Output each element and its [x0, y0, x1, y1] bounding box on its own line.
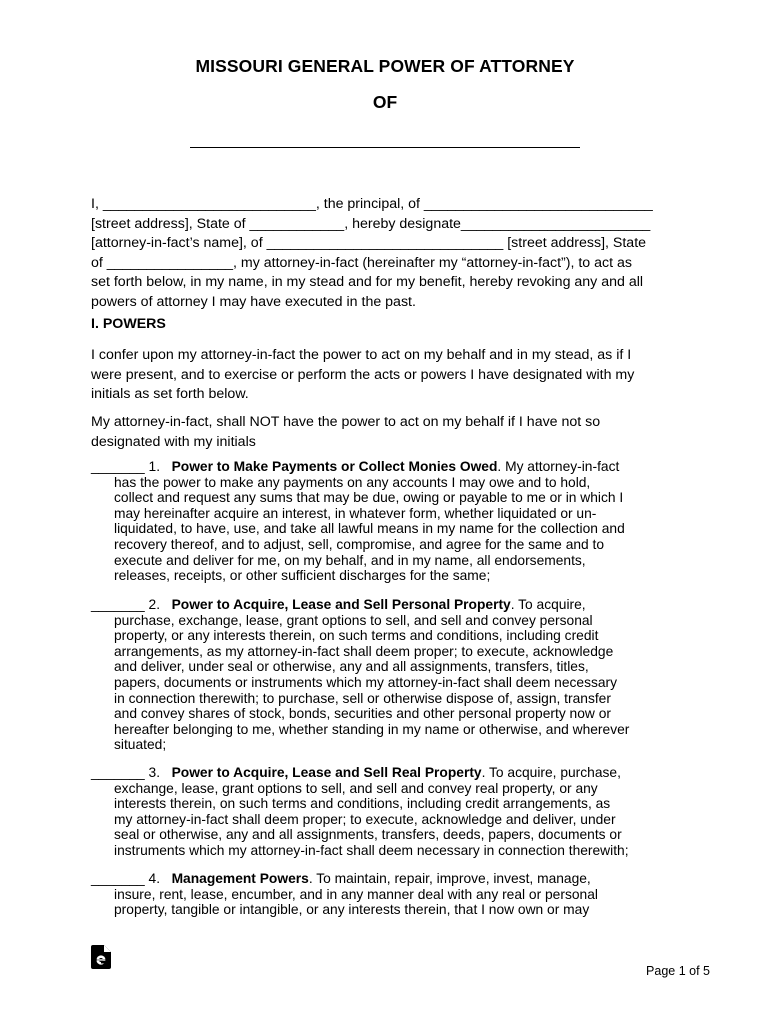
power-item-line: property, tangible or intangible, or any interests therein, that I now own or may [114, 902, 590, 918]
power-item-heading: Power to Acquire, Lease and Sell Real Property [171, 765, 482, 780]
power-item-first-line: _______ 3. Power to Acquire, Lease and Sell Real Property. To acquire, purchase, [91, 765, 621, 780]
power-item-heading: Power to Make Payments or Collect Monies Owed [171, 459, 498, 474]
eforms-logo-icon [91, 945, 111, 969]
paragraph-line: designated with my initials [91, 433, 256, 450]
power-item-line: in connection therewith; to purchase, sell or otherwise dispose of, assign, transfer [114, 690, 611, 706]
initials-blank[interactable]: _______ 4. [91, 871, 161, 886]
powers-paragraph-1 [91, 346, 691, 405]
power-item-line: exchange, lease, grant options to sell, and sell and convey real property, or any [114, 780, 598, 796]
initials-blank[interactable]: _______ 3. [91, 765, 161, 780]
power-item-line: instruments which my attorney-in-fact shall deem necessary in connection therewith; [114, 842, 629, 858]
power-item-3 [91, 765, 691, 859]
intro-line: of ________________, my attorney-in-fact (hereinafter my “attorney-in-fact”), to act as [91, 254, 632, 271]
power-item-line: releases, receipts, or other sufficient discharges for the same; [114, 568, 491, 584]
paragraph-line: initials as set forth below. [91, 386, 249, 403]
intro-line: [attorney-in-fact’s name], of ______________________________ [street address], State [91, 235, 647, 252]
paragraph-line: My attorney-in-fact, shall NOT have the power to act on my behalf if I have not so [91, 414, 601, 430]
power-item-first-line: _______ 1. Power to Make Payments or Collect Monies Owed. My attorney-in-fact [91, 459, 620, 474]
intro-paragraph [91, 195, 691, 313]
power-item-2 [91, 597, 691, 753]
document-subtitle: OF [372, 92, 398, 112]
document-title: MISSOURI GENERAL POWER OF ATTORNEY [195, 56, 575, 76]
principal-name-blank[interactable] [190, 147, 580, 148]
section-heading-powers: I. POWERS [91, 316, 166, 332]
power-item-heading: Management Powers [171, 871, 309, 886]
power-item-line: has the power to make any payments on any accounts I may owe and to hold, [114, 474, 591, 490]
power-item-line: collect and request any sums that may be due, owing or payable to me or in which I [114, 490, 624, 506]
power-item-first-line: _______ 2. Power to Acquire, Lease and Sell Personal Property. To acquire, [91, 597, 586, 612]
intro-line: [street address], State of ____________, hereby designate________________________ [91, 215, 651, 232]
power-item-line: may hereinafter acquire an interest, in whatever form, whether liquidated or un- [114, 505, 597, 521]
power-item-line: seal or otherwise, any and all assignments, transfers, deeds, papers, documents or [114, 827, 622, 843]
power-item-line: my attorney-in-fact shall deem proper; to execute, acknowledge and deliver, under [114, 811, 616, 827]
power-item-line: and convey shares of stock, bonds, securities and other personal property now or [114, 706, 611, 722]
power-item-line: hereafter belonging to me, whether standing in my name or otherwise, and wherever [114, 721, 630, 737]
power-item-1 [91, 459, 691, 584]
intro-line: I, ___________________________, the principal, of _____________________________ [91, 196, 653, 212]
intro-line: powers of attorney I may have executed in the past. [91, 293, 416, 310]
power-item-line: arrangements, as my attorney-in-fact shall deem proper; to execute, acknowledge [114, 643, 614, 659]
power-item-first-line: _______ 4. Management Powers. To maintain, repair, improve, invest, manage, [91, 871, 591, 886]
intro-line: set forth below, in my name, in my stead and for my benefit, hereby revoking any and all [91, 274, 644, 291]
power-item-line: papers, documents or instruments which my attorney-in-fact shall deem necessary [114, 674, 618, 690]
power-item-line: recovery thereof, and to adjust, sell, compromise, and agree for the same and to [114, 536, 605, 552]
power-item-line: liquidated, to have, use, and take all lawful means in my name for the collection and [114, 521, 625, 537]
power-item-line: purchase, exchange, lease, grant options to sell, and sell and convey personal [114, 612, 593, 628]
paragraph-line: were present, and to exercise or perform the acts or powers I have designated with my [91, 366, 635, 383]
initials-blank[interactable]: _______ 2. [91, 597, 161, 612]
power-item-line: situated; [114, 737, 167, 753]
paragraph-line: I confer upon my attorney-in-fact the power to act on my behalf and in my stead, as if I [91, 347, 632, 363]
initials-blank[interactable]: _______ 1. [91, 459, 161, 474]
power-item-line: insure, rent, lease, encumber, and in any manner deal with any real or personal [114, 886, 598, 902]
power-item-line: property, or any interests therein, on such terms and conditions, including credit [114, 628, 599, 644]
page-number: Page 1 of 5 [646, 964, 710, 978]
power-item-line: interests therein, on such terms and conditions, including credit arrangements, as [114, 796, 611, 812]
powers-paragraph-2 [91, 413, 691, 452]
power-item-line: execute and deliver for me, on my behalf, and in my name, all endorsements, [114, 552, 586, 568]
power-item-4 [91, 871, 691, 918]
power-item-line: and deliver, under seal or otherwise, any and all assignments, transfers, titles, [114, 659, 589, 675]
power-item-heading: Power to Acquire, Lease and Sell Personal Property [171, 597, 511, 612]
